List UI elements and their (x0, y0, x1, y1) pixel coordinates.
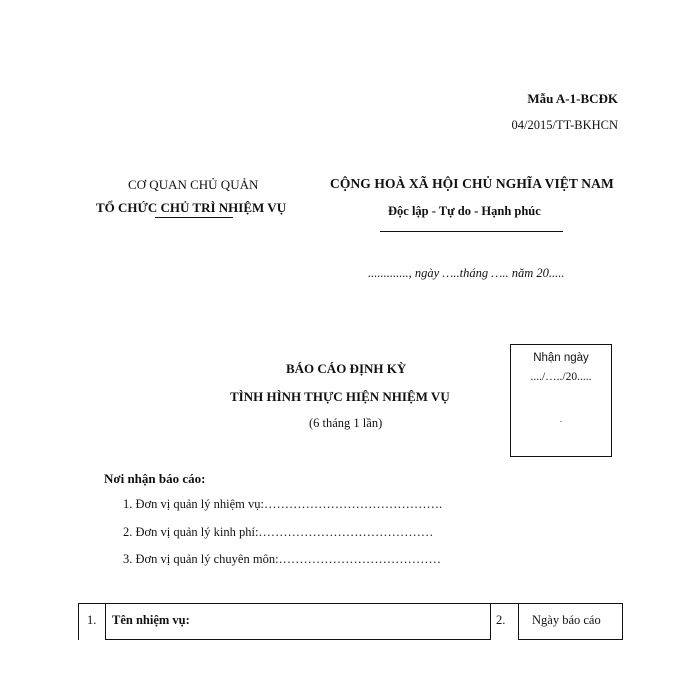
task-name-label: Tên nhiệm vụ: (112, 613, 190, 627)
motto-underline (380, 231, 563, 232)
table-cell-number: 1. (87, 613, 97, 627)
governing-agency: CƠ QUAN CHỦ QUẢN (128, 177, 259, 192)
table-divider (78, 603, 79, 640)
received-date: ..../…../20..... (530, 371, 592, 383)
table-divider (490, 603, 491, 640)
report-title: BÁO CÁO ĐỊNH KỲ (286, 361, 407, 376)
table-divider (622, 603, 623, 640)
table-divider (105, 603, 106, 640)
received-stamp-box (510, 344, 612, 457)
table-cell-number: 2. (496, 613, 506, 627)
date-line: ............., ngày …..tháng ….. năm 20..... (368, 266, 565, 280)
table-divider (518, 603, 519, 640)
host-organization: TỔ CHỨC CHỦ TRÌ NHIỆM VỤ (96, 200, 287, 215)
organization-underline (155, 217, 233, 218)
report-subtitle: TÌNH HÌNH THỰC HIỆN NHIỆM VỤ (230, 389, 450, 404)
report-frequency: (6 tháng 1 lần) (309, 416, 383, 430)
form-reference: 04/2015/TT-BKHCN (511, 118, 618, 132)
report-date-label: Ngày báo cáo (532, 613, 601, 627)
received-label: Nhận ngày (533, 352, 589, 364)
recipient-item: 1. Đơn vị quản lý nhiệm vụ:……………………………………. (123, 497, 443, 511)
recipients-heading: Nơi nhận báo cáo: (104, 471, 206, 486)
table-top-border (78, 603, 623, 604)
recipient-item: 2. Đơn vị quản lý kinh phí:…………………………………… (123, 525, 434, 539)
recipient-item: 3. Đơn vị quản lý chuyên môn:………………………………… (123, 552, 442, 566)
form-code: Mẫu A-1-BCĐK (527, 91, 618, 106)
table-inner-bottom-border-right (518, 639, 623, 640)
received-dot: . (560, 415, 562, 424)
table-inner-bottom-border (105, 639, 490, 640)
task-info-table (78, 603, 623, 640)
national-motto: Độc lập - Tự do - Hạnh phúc (388, 204, 541, 218)
national-title: CỘNG HOÀ XÃ HỘI CHỦ NGHĨA VIỆT NAM (330, 176, 614, 191)
